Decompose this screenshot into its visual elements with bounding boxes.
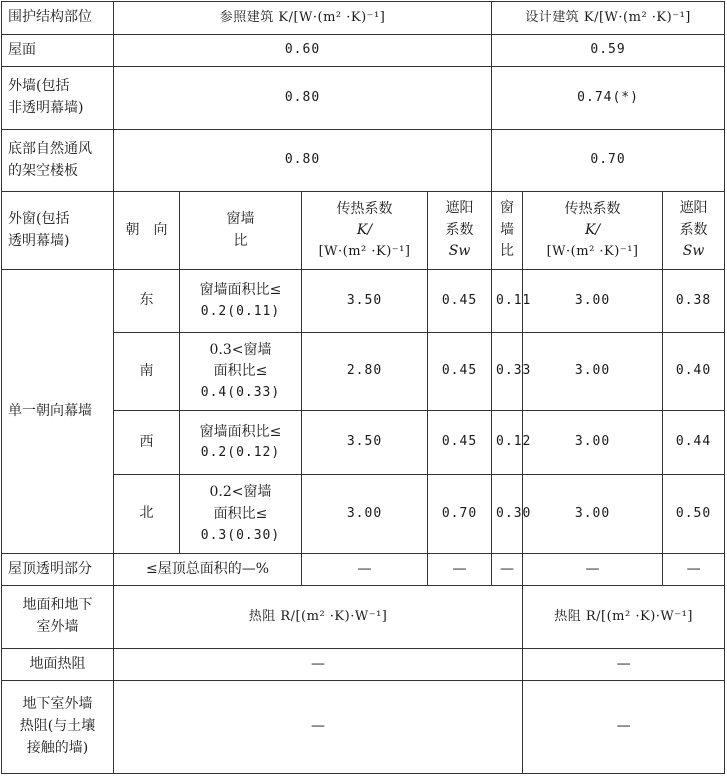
skylight-design-sw: — bbox=[663, 554, 725, 586]
ratio-cell bbox=[180, 411, 302, 475]
ratio-line: 0.2<窗墙 bbox=[209, 484, 272, 501]
ground-ref: 热阻 R/[(m² ·K)·W⁻¹] bbox=[114, 586, 523, 649]
window-label-2: 透明幕墙) bbox=[8, 232, 70, 249]
ratio-line: 面积比≤ bbox=[213, 505, 268, 522]
skylight-row bbox=[2, 554, 725, 586]
sw-header-2: 系数 bbox=[445, 221, 474, 238]
design-k-cell: 3.00 bbox=[523, 333, 663, 411]
design-sw-header-3: Sw bbox=[682, 243, 705, 260]
roof-label: 屋面 bbox=[2, 35, 114, 67]
k-header-2: K/ bbox=[356, 222, 373, 239]
design-sw-cell: 0.40 bbox=[663, 333, 725, 411]
dir-cell: 西 bbox=[114, 411, 180, 475]
outer-wall-label bbox=[2, 67, 114, 130]
overhead-floor-ref: 0.80 bbox=[114, 130, 492, 192]
design-sw-header-1: 遮阳 bbox=[679, 199, 708, 216]
ground-label-2: 室外墙 bbox=[36, 619, 79, 635]
outer-wall-row bbox=[2, 67, 725, 130]
design-k-cell: 3.00 bbox=[523, 270, 663, 333]
skylight-label: 屋顶透明部分 bbox=[2, 554, 114, 586]
overhead-floor-label-1: 底部自然通风 bbox=[8, 140, 92, 157]
overhead-floor-label bbox=[2, 130, 114, 192]
skylight-ratio: ≤屋顶总面积的—% bbox=[114, 554, 302, 586]
sw-header bbox=[428, 192, 492, 270]
design-sw-cell: 0.38 bbox=[663, 270, 725, 333]
design-ratio-header bbox=[492, 192, 523, 270]
basement-wall-design: — bbox=[523, 681, 725, 774]
skylight-sw: — bbox=[428, 554, 492, 586]
table-row bbox=[2, 270, 725, 333]
design-ratio-cell: 0.11 bbox=[492, 270, 523, 333]
ground-design: 热阻 R/[(m² ·K)·W⁻¹] bbox=[523, 586, 725, 649]
design-k-header bbox=[523, 192, 663, 270]
sw-cell: 0.45 bbox=[428, 411, 492, 475]
overhead-floor-design: 0.70 bbox=[492, 130, 725, 192]
ground-resistance-ref: — bbox=[114, 649, 523, 681]
design-sw-header bbox=[663, 192, 725, 270]
design-k-cell: 3.00 bbox=[523, 475, 663, 554]
basement-wall-label-2: 热阻(与土壤 bbox=[19, 718, 96, 735]
dir-cell: 北 bbox=[114, 475, 180, 554]
k-cell: 3.00 bbox=[302, 475, 428, 554]
outer-wall-design: 0.74(*) bbox=[492, 67, 725, 130]
design-sw-cell: 0.44 bbox=[663, 411, 725, 475]
header-row bbox=[2, 2, 725, 35]
ratio-header-2: 比 bbox=[233, 232, 248, 249]
curtain-wall-label: 单一朝向幕墙 bbox=[2, 270, 114, 554]
ground-resistance-design: — bbox=[523, 649, 725, 681]
ground-label-1: 地面和地下 bbox=[22, 597, 93, 614]
sw-cell: 0.45 bbox=[428, 270, 492, 333]
design-ratio-cell: 0.12 bbox=[492, 411, 523, 475]
roof-ref: 0.60 bbox=[114, 35, 492, 67]
design-ratio-cell: 0.30 bbox=[492, 475, 523, 554]
k-header-3: [W·(m² ·K)⁻¹] bbox=[318, 244, 411, 260]
design-k-header-3: [W·(m² ·K)⁻¹] bbox=[546, 244, 639, 260]
design-k-header-2: K/ bbox=[584, 222, 601, 239]
sw-header-1: 遮阳 bbox=[445, 199, 474, 216]
ratio-header-1: 窗墙 bbox=[226, 210, 255, 227]
design-ratio-cell: 0.33 bbox=[492, 333, 523, 411]
basement-wall-label bbox=[2, 681, 114, 774]
k-cell: 3.50 bbox=[302, 411, 428, 475]
orientation-header: 朝 向 bbox=[114, 192, 180, 270]
window-label bbox=[2, 192, 114, 270]
ratio-line: 窗墙面积比≤ bbox=[199, 423, 282, 440]
sw-cell: 0.45 bbox=[428, 333, 492, 411]
k-cell: 3.50 bbox=[302, 270, 428, 333]
roof-design: 0.59 bbox=[492, 35, 725, 67]
overhead-floor-row bbox=[2, 130, 725, 192]
ratio-header bbox=[180, 192, 302, 270]
ratio-cell bbox=[180, 270, 302, 333]
skylight-design-k: — bbox=[523, 554, 663, 586]
header-reference: 参照建筑 K/[W·(m² ·K)⁻¹] bbox=[114, 2, 492, 35]
skylight-k: — bbox=[302, 554, 428, 586]
header-part: 围护结构部位 bbox=[2, 2, 114, 35]
ratio-line: 窗墙面积比≤ bbox=[199, 282, 282, 299]
skylight-design-ratio: — bbox=[492, 554, 523, 586]
ground-resistance-label: 地面热阻 bbox=[2, 649, 114, 681]
design-ratio-header-2: 比 bbox=[500, 243, 515, 260]
ground-row bbox=[2, 586, 725, 649]
design-ratio-header-1: 窗墙 bbox=[500, 199, 515, 238]
roof-row bbox=[2, 35, 725, 67]
ratio-line: 面积比≤ bbox=[213, 363, 268, 380]
ratio-line: 0.2(0.11) bbox=[200, 303, 281, 319]
envelope-table bbox=[1, 1, 725, 774]
dir-cell: 东 bbox=[114, 270, 180, 333]
k-header-1: 传热系数 bbox=[336, 200, 393, 217]
sw-header-3: Sw bbox=[448, 243, 471, 260]
outer-wall-label-1: 外墙(包括 bbox=[8, 78, 70, 95]
ratio-line: 0.3(0.30) bbox=[200, 527, 281, 543]
ground-label bbox=[2, 586, 114, 649]
outer-wall-label-2: 非透明幕墙) bbox=[8, 100, 84, 116]
k-cell: 2.80 bbox=[302, 333, 428, 411]
basement-wall-label-1: 地下室外墙 bbox=[22, 696, 93, 713]
window-header-row bbox=[2, 192, 725, 270]
ratio-line: 0.4(0.33) bbox=[200, 385, 281, 401]
outer-wall-ref: 0.80 bbox=[114, 67, 492, 130]
ratio-line: 0.3<窗墙 bbox=[209, 341, 272, 358]
window-label-1: 外窗(包括 bbox=[8, 210, 70, 227]
dir-cell: 南 bbox=[114, 333, 180, 411]
ratio-cell bbox=[180, 333, 302, 411]
basement-wall-label-3: 接触的墙) bbox=[26, 739, 89, 756]
basement-wall-ref: — bbox=[114, 681, 523, 774]
basement-wall-row bbox=[2, 681, 725, 774]
design-k-cell: 3.00 bbox=[523, 411, 663, 475]
design-sw-header-2: 系数 bbox=[679, 221, 708, 238]
k-header bbox=[302, 192, 428, 270]
design-k-header-1: 传热系数 bbox=[564, 200, 621, 217]
ratio-line: 0.2(0.12) bbox=[200, 445, 281, 461]
design-sw-cell: 0.50 bbox=[663, 475, 725, 554]
ground-resistance-row bbox=[2, 649, 725, 681]
header-design: 设计建筑 K/[W·(m² ·K)⁻¹] bbox=[492, 2, 725, 35]
ratio-cell bbox=[180, 475, 302, 554]
sw-cell: 0.70 bbox=[428, 475, 492, 554]
overhead-floor-label-2: 的架空楼板 bbox=[8, 162, 78, 179]
